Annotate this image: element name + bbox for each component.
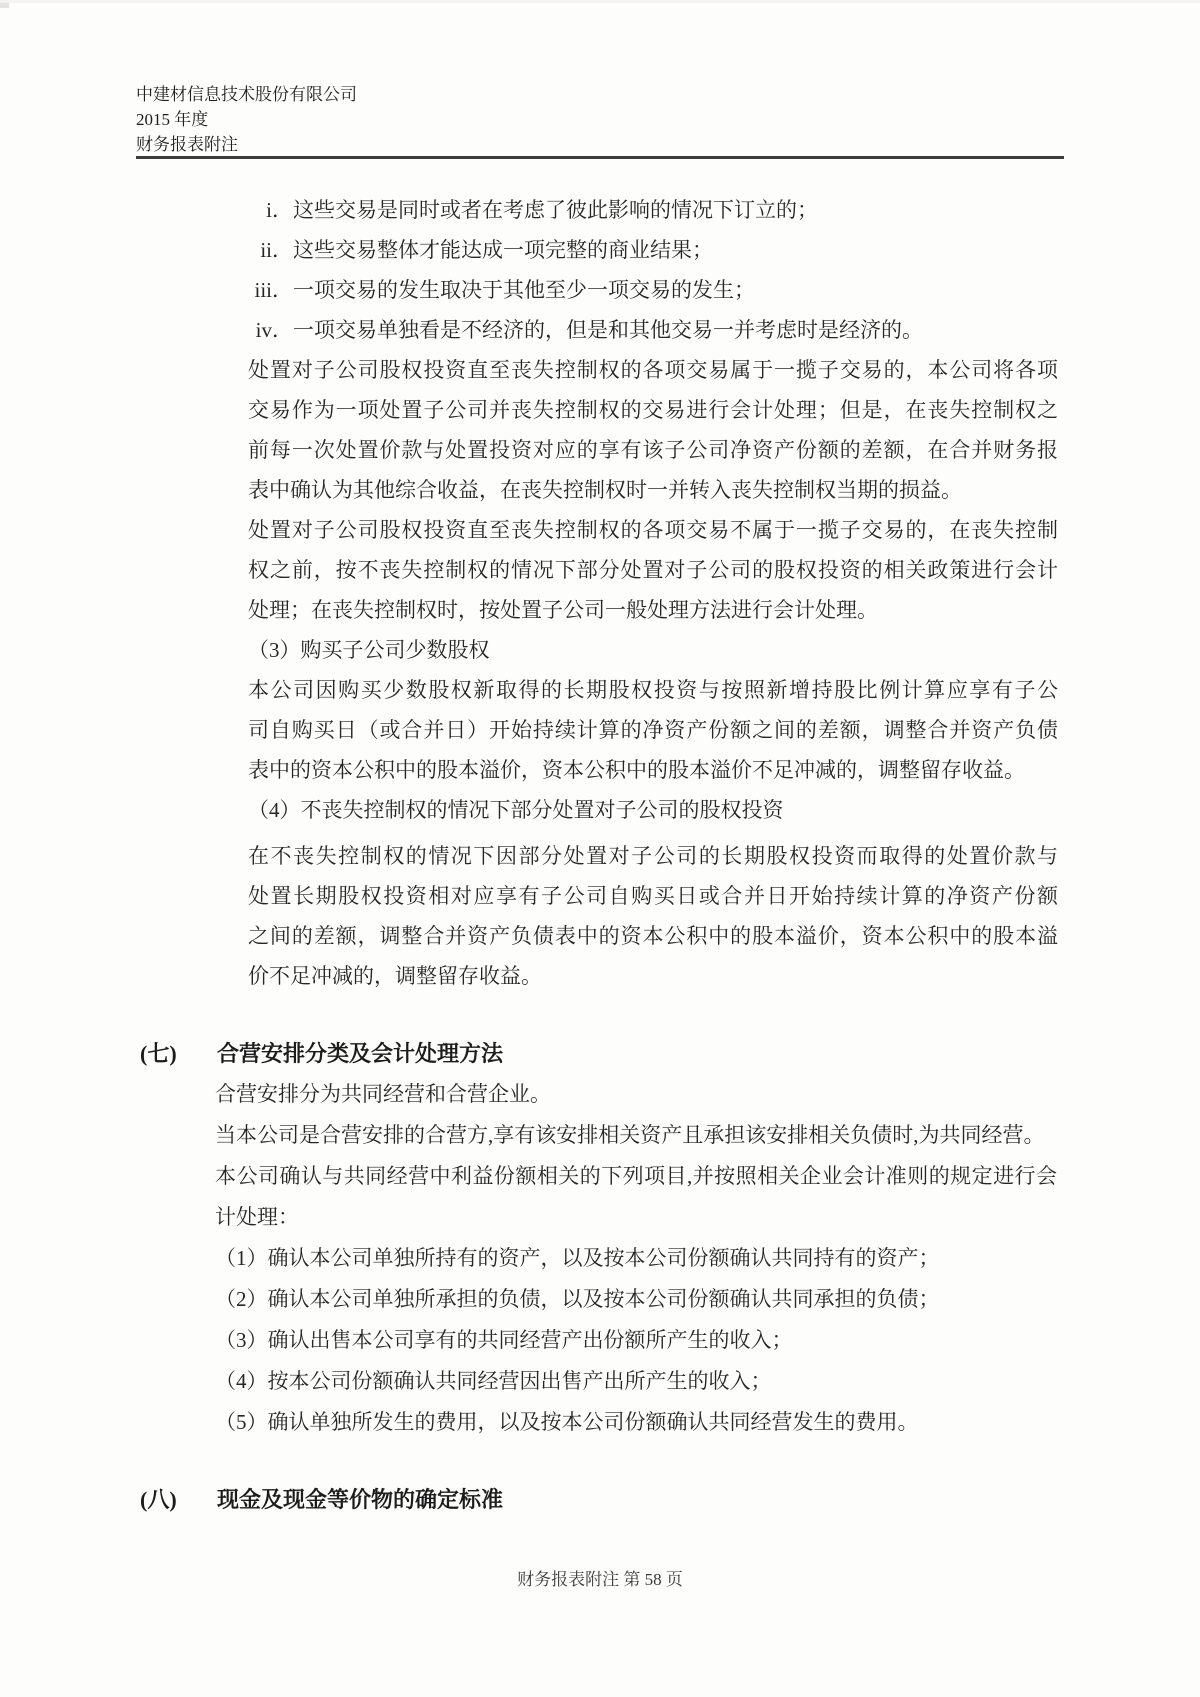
numbered-item: （3）确认出售本公司享有的共同经营产出份额所产生的收入； bbox=[215, 1328, 793, 1352]
list-marker: ii． bbox=[260, 238, 293, 262]
section-8-title: 现金及现金等价物的确定标准 bbox=[217, 1487, 504, 1512]
paragraph-line: 处置对子公司股权投资直至丧失控制权的各项交易不属于一揽子交易的，在丧失控制 bbox=[248, 518, 1058, 542]
paragraph-line: 合营安排分为共同经营和合营企业。 bbox=[215, 1082, 551, 1106]
numbered-item: （5）确认单独所发生的费用，以及按本公司份额确认共同经营发生的费用。 bbox=[215, 1410, 919, 1434]
page-footer: 财务报表附注 第 58 页 bbox=[517, 1570, 683, 1589]
subsection-heading: （3）购买子公司少数股权 bbox=[248, 638, 490, 662]
list-marker: i． bbox=[266, 198, 293, 222]
paragraph-line: 司自购买日（或合并日）开始持续计算的净资产份额之间的差额，调整合并资产负债 bbox=[248, 718, 1058, 742]
body-text-block bbox=[248, 190, 1058, 996]
numbered-item: （2）确认本公司单独所承担的负债，以及按本公司份额确认共同承担的负债； bbox=[215, 1287, 940, 1311]
paragraph-line: 交易作为一项处置子公司并丧失控制权的交易进行会计处理；但是，在丧失控制权之 bbox=[248, 398, 1058, 422]
section-7-body bbox=[215, 1074, 1057, 1443]
section-7-title: 合营安排分类及会计处理方法 bbox=[217, 1041, 504, 1066]
list-item-roman bbox=[248, 270, 1058, 310]
list-marker: iii． bbox=[254, 278, 293, 302]
scan-edge-artifact bbox=[0, 0, 1200, 3]
list-item-roman bbox=[248, 310, 1058, 350]
list-item-roman bbox=[248, 230, 1058, 270]
paragraph-line: 处置长期股权投资相对应享有子公司自购买日或合并日开始持续计算的净资产份额 bbox=[248, 884, 1058, 908]
paragraph-line: 前每一次处置价款与处置投资对应的享有该子公司净资产份额的差额，在合并财务报 bbox=[248, 438, 1058, 462]
list-item-text: 一项交易单独看是不经济的，但是和其他交易一并考虑时是经济的。 bbox=[293, 318, 923, 342]
paragraph-line: 处理；在丧失控制权时，按处置子公司一般处理方法进行会计处理。 bbox=[248, 598, 878, 622]
paragraph-line: 本公司确认与共同经营中利益份额相关的下列项目,并按照相关企业会计准则的规定进行会 bbox=[215, 1164, 1057, 1188]
paragraph-line: 当本公司是合营安排的合营方,享有该安排相关资产且承担该安排相关负债时,为共同经营。 bbox=[215, 1123, 1045, 1147]
numbered-item: （4）按本公司份额确认共同经营因出售产出所产生的收入； bbox=[215, 1369, 772, 1393]
document-title: 财务报表附注 bbox=[136, 135, 238, 154]
company-name: 中建材信息技术股份有限公司 bbox=[136, 85, 357, 104]
list-item-text: 这些交易是同时或者在考虑了彼此影响的情况下订立的； bbox=[293, 198, 818, 222]
section-7-label: (七) bbox=[140, 1041, 177, 1066]
list-item-text: 这些交易整体才能达成一项完整的商业结果； bbox=[293, 238, 713, 262]
section-7-heading bbox=[140, 1034, 1040, 1074]
paragraph-line: 表中的资本公积中的股本溢价，资本公积中的股本溢价不足冲减的，调整留存收益。 bbox=[248, 758, 1025, 782]
paragraph-line: 计处理： bbox=[215, 1205, 299, 1229]
section-8-heading bbox=[140, 1480, 1040, 1520]
fiscal-year: 2015 年度 bbox=[136, 110, 209, 129]
section-8-label: (八) bbox=[140, 1487, 177, 1512]
paragraph-line: 表中确认为其他综合收益，在丧失控制权时一并转入丧失控制权当期的损益。 bbox=[248, 478, 962, 502]
paragraph-line: 处置对子公司股权投资直至丧失控制权的各项交易属于一揽子交易的，本公司将各项 bbox=[248, 358, 1058, 382]
list-item-roman bbox=[248, 190, 1058, 230]
paragraph-line: 价不足冲减的，调整留存收益。 bbox=[248, 964, 542, 988]
header-divider bbox=[136, 156, 1064, 159]
paragraph-line: 在不丧失控制权的情况下因部分处置对子公司的长期股权投资而取得的处置价款与 bbox=[248, 844, 1058, 868]
paragraph-line: 本公司因购买少数股权新取得的长期股权投资与按照新增持股比例计算应享有子公 bbox=[248, 678, 1058, 702]
list-item-text: 一项交易的发生取决于其他至少一项交易的发生； bbox=[293, 278, 755, 302]
list-marker: iv． bbox=[255, 318, 293, 342]
paragraph-line: 之间的差额，调整合并资产负债表中的资本公积中的股本溢价，资本公积中的股本溢 bbox=[248, 924, 1058, 948]
subsection-heading: （4）不丧失控制权的情况下部分处置对子公司的股权投资 bbox=[248, 798, 784, 822]
numbered-item: （1）确认本公司单独所持有的资产，以及按本公司份额确认共同持有的资产； bbox=[215, 1246, 940, 1270]
paragraph-line: 权之前，按不丧失控制权的情况下部分处置对子公司的股权投资的相关政策进行会计 bbox=[248, 558, 1058, 582]
page-header bbox=[136, 82, 357, 157]
